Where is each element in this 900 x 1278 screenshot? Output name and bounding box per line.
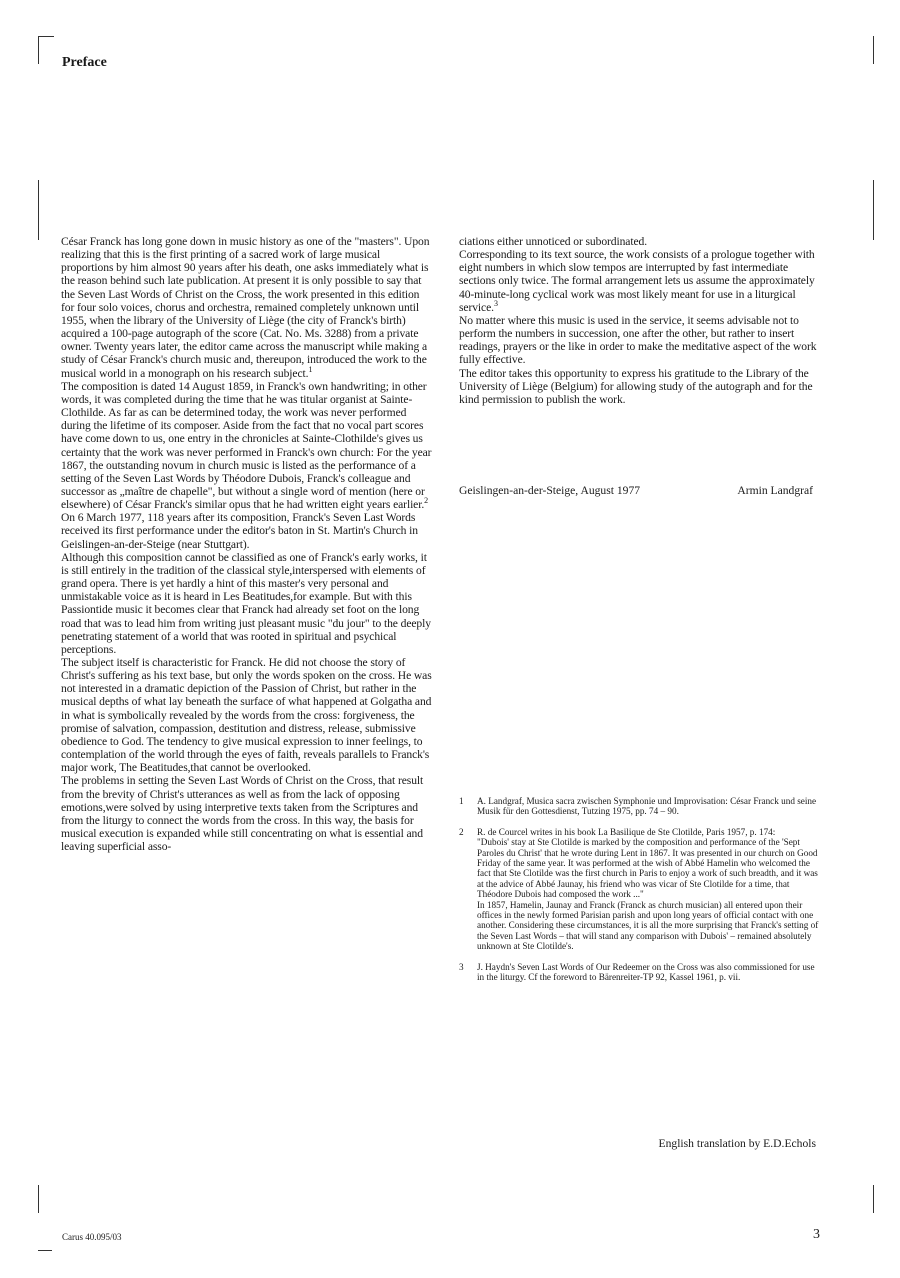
footnote bbox=[459, 796, 823, 817]
footnote-continuation: In 1857, Hamelin, Jaunay and Franck (Franck as church musician) all entered upon their offices in the newly formed Parisian parish and upon long years of official contact with one another. Considering these circumstances, it is all the more surprising that Franck's setting of the Seven Last Words – that will stand any comparison with Dubois' – remained absolutely unknown at Ste Clotilde's. bbox=[477, 899, 819, 952]
paragraph: On 6 March 1977, 118 years after its composition, Franck's Seven Last Words received its first performance under the editor's baton in St. Martin's Church in Geislingen-an-der-Steige (near Stuttgart). bbox=[61, 511, 418, 551]
paragraph: The subject itself is characteristic for Franck. He did not choose the story of Christ's suffering as his text base, but only the words spoken on the cross. He was not interested in a dramatic depiction of the Passion of Christ, but rather in the musical depths of what lay beneath the surface of what happened at Golgatha and in what is symbolically revealed by the words from the cross: forgiveness, the promise of salvation, compassion, destitution and distress, release, submissive obedience to God. The tendency to give musical expression to inner feelings, to contemplation of the world through the eyes of faith, reveals parallels to Franck's major work, The Beatitudes,that cannot be overlooked. bbox=[61, 656, 432, 775]
crop-mark bbox=[38, 1185, 39, 1213]
right-text-column bbox=[459, 235, 821, 406]
place-date: Geislingen-an-der-Steige, August 1977 bbox=[459, 484, 641, 497]
footnote bbox=[459, 827, 823, 952]
footnote-number: 3 bbox=[459, 961, 464, 972]
paragraph: The editor takes this opportunity to express his gratitude to the Library of the University of Liège (Belgium) for allowing study of the autograph and for the kind permission to publish the work. bbox=[459, 366, 813, 406]
translation-credit: English translation by E.D.Echols bbox=[658, 1137, 816, 1150]
footnote-text: R. de Courcel writes in his book La Basilique de Ste Clotilde, Paris 1957, p. 174: bbox=[477, 826, 776, 837]
crop-mark bbox=[38, 36, 39, 64]
crop-mark bbox=[38, 1250, 52, 1251]
signature-line bbox=[459, 484, 821, 497]
page-number: 3 bbox=[813, 1227, 820, 1242]
footnotes bbox=[459, 796, 823, 993]
crop-mark bbox=[873, 180, 874, 240]
footnote-ref: 1 bbox=[308, 364, 313, 374]
footnote-number: 2 bbox=[459, 826, 464, 837]
footnote-text: A. Landgraf, Musica sacra zwischen Symphonie und Improvisation: César Franck und seine Musik für den Gottesdienst, Tutzing 1975, pp. 74 – 90. bbox=[477, 796, 817, 817]
catalog-number: Carus 40.095/03 bbox=[62, 1232, 122, 1242]
author-name: Armin Landgraf bbox=[737, 484, 813, 497]
paragraph: Corresponding to its text source, the work consists of a prologue together with eight numbers in which slow tempos are interrupted by fast intermediate sections only twice. The formal arrangement lets us assume the approximately 40-minute-long cyclical work was most likely meant for use in a liturgical service.$^3$ bbox=[459, 248, 815, 314]
paragraph: The composition is dated 14 August 1859, in Franck's own handwriting; in other words, it was completed during the time that he was titular organist at Sainte-Clothilde. As far as can be determined today, the work was never performed during the lifetime of its composer. Aside from the fact that no vocal part scores have come down to us, one entry in the chronicles at Sainte-Clothilde's gives us certainty that the work was never performed in Franck's own church: For the year 1867, the outstanding novum in church music is listed as the performance of a setting of the Seven Last Words by Théodore Dubois, Franck's colleague and successor as „maître de chapelle", but without a single word of mention (here or elsewhere) of César Franck's similar opus that he had written eight years earlier.$^2$ bbox=[61, 379, 432, 512]
paragraph: ciations either unnoticed or subordinated. bbox=[459, 235, 648, 248]
crop-mark bbox=[873, 36, 874, 64]
paragraph: César Franck has long gone down in music history as one of the "masters". Upon realizing that this is the first printing of a sacred work of large musical proportions by him almost 90 years after his death, one asks immediately what is the reason behind such late publication. At present it is only possible to say that the Seven Last Words of Christ on the Cross, the work presented in this edition for four solo voices, chorus and orchestra, remained completely unknown until 1955, when the library of the University of Liège (the city of Franck's birth) acquired a 100-page autograph of the score (Cat. No. Ms. 3288) from a private owner. Twenty years later, the editor came across the manuscript while making a study of César Franck's church music and, thereupon, introduced the work to the musical world in a monograph on his research subject.$^1$ bbox=[61, 235, 430, 380]
footnote-ref: 3 bbox=[493, 298, 498, 308]
crop-mark bbox=[38, 36, 54, 37]
footnote bbox=[459, 962, 823, 983]
footnote-ref: 2 bbox=[424, 496, 429, 506]
paragraph: Although this composition cannot be classified as one of Franck's early works, it is still entirely in the tradition of the classical style,interspersed with elements of grand opera. There is yet hardly a hint of this master's very personal and unmistakable voice as it is heard in Les Beatitudes,for example. But with this Passiontide music it becomes clear that Franck had already set foot on the long road that was to lead him from writing just pleasant music "du jour" to the deeply penetrating statement of a world that was rooted in spiritual and psychical perceptions. bbox=[61, 550, 431, 656]
footnote-text: J. Haydn's Seven Last Words of Our Redeemer on the Cross was also commissioned for use in the liturgy. Cf the foreword to Bärenreiter-TP 92, Kassel 1961, p. vii. bbox=[477, 961, 815, 983]
paragraph: The problems in setting the Seven Last Words of Christ on the Cross, that result from the brevity of Christ's utterances as well as from the lack of opposing emotions,were solved by using interpretive texts taken from the Scriptures and from the liturgy to connect the words from the cross. In this way, the basis for musical execution is expanded while still concentrating on what is essential and leaving superficial asso- bbox=[61, 774, 424, 854]
paragraph: No matter where this music is used in the service, it seems advisable not to perform the numbers in succession, one after the other, but rather to insert readings, prayers or the like in order to make the meditative aspect of the work fully effective. bbox=[459, 313, 817, 367]
left-text-column bbox=[61, 235, 433, 853]
page-title: Preface bbox=[62, 55, 107, 70]
crop-mark bbox=[38, 180, 39, 240]
crop-mark bbox=[873, 1185, 874, 1213]
footnote-number: 1 bbox=[459, 796, 464, 806]
footnote-quote: "Dubois' stay at Ste Clotilde is marked by the composition and performance of the 'Sept Paroles du Christ' that he wrote during Lent in 1867. It was presented in our church on Good Friday of the same year. It was performed at the wish of Abbé Hamelin who welcomed the fact that Ste Clotilde was the first church in Paris to enjoy a work of such breadth, and it was at the advice of Abbé Jaunay, his friend who was vicar of Ste Clotilde for a time, that Théodore Dubois had composed the work ..." bbox=[477, 837, 818, 900]
